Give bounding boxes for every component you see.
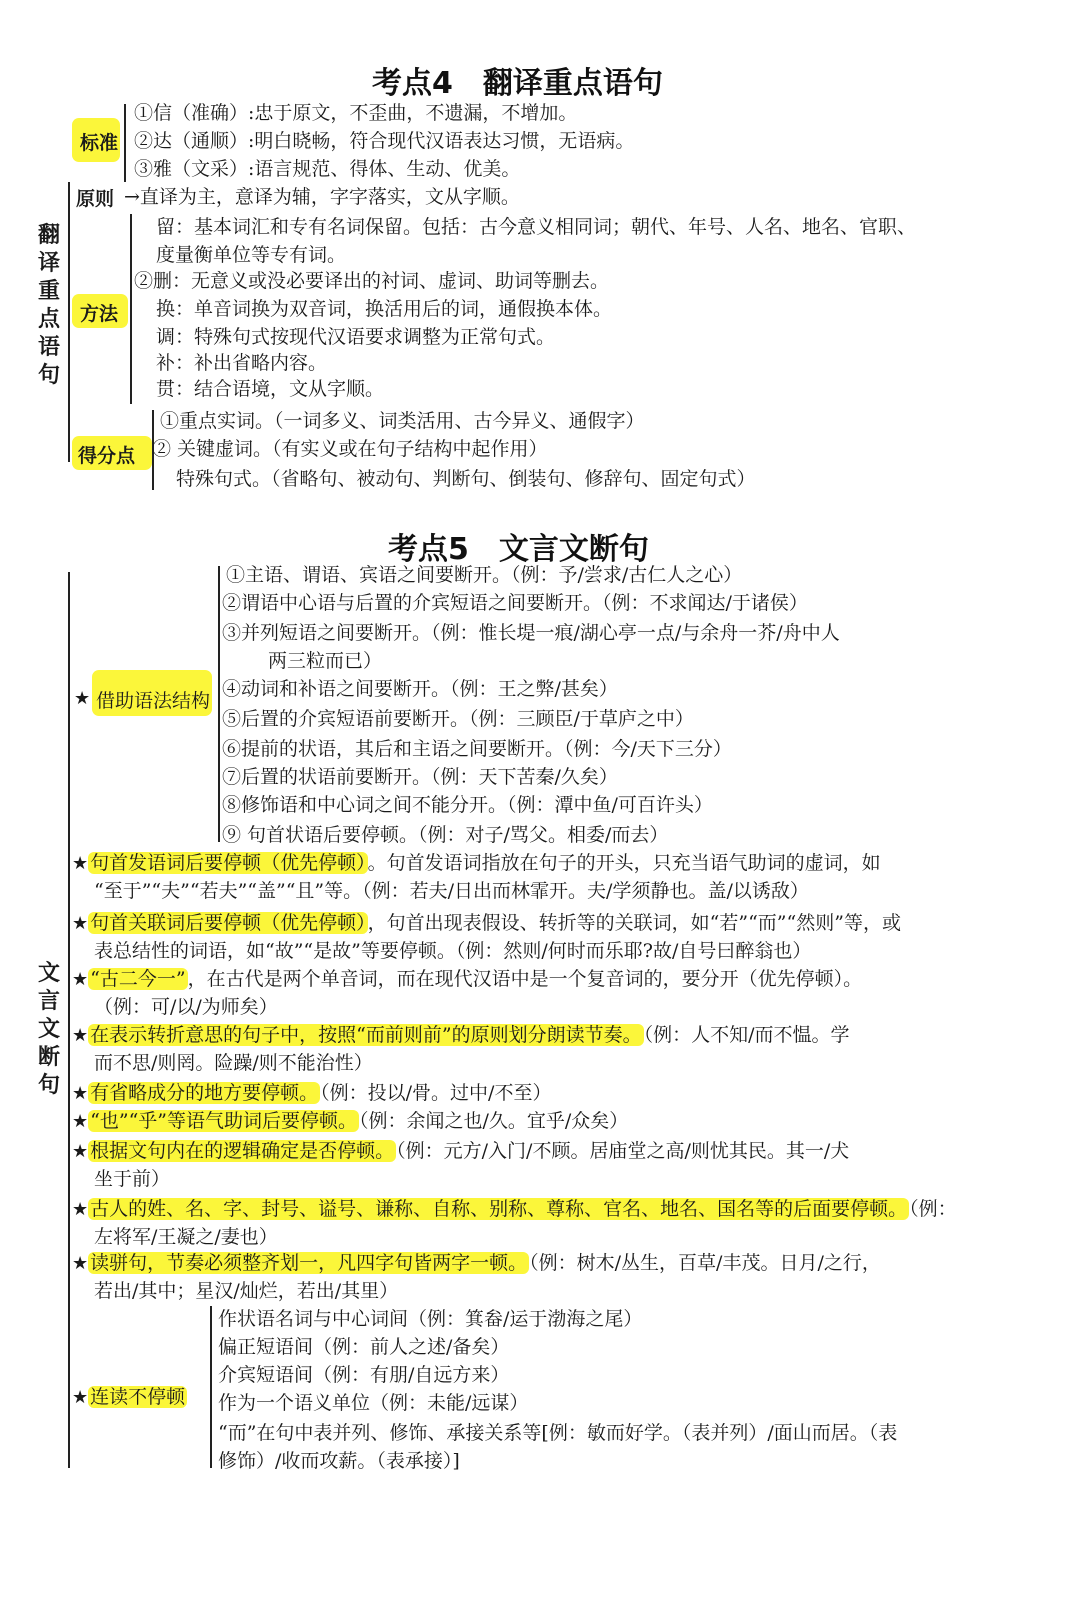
- star-icon: ★: [72, 913, 89, 934]
- rule-3-highlight: “古二今一”: [90, 968, 186, 990]
- method-line-3: ②删：无意义或没必要译出的衬词、虚词、助词等删去。: [134, 270, 610, 292]
- rule-8-line2: 左将军/王凝之/妻也）: [94, 1226, 278, 1248]
- rule-3-line2: （例：可/以/为师矣）: [94, 996, 278, 1018]
- rule-2-text: ，句首出现表假设、转折等的关联词，如“若”“而”“然则”等，或: [367, 912, 901, 934]
- standard-item-2: ②达（通顺）:明白晓畅，符合现代汉语表达习惯，无语病。: [134, 130, 635, 152]
- rule-7: [72, 1138, 849, 1165]
- rule-8-text: （例：: [909, 1198, 957, 1220]
- standard-item-3: ③雅（文采）:语言规范、得体、生动、优美。: [134, 158, 521, 180]
- rule-9-text: （例：树木/丛生，百草/丰茂。日月/之行，: [529, 1252, 881, 1274]
- section5-main-bracket: [68, 572, 70, 1468]
- rule-5-text: （例：投以/骨。过中/不至）: [320, 1082, 552, 1104]
- rule-4-line2: 而不思/则罔。险躁/则不能治性）: [94, 1052, 373, 1074]
- star-icon: ★: [72, 853, 89, 874]
- continuous-group: [72, 1384, 187, 1411]
- continuous-item-2: 偏正短语间（例：前人之述/备矣）: [218, 1336, 510, 1358]
- star-icon: ★: [74, 688, 91, 709]
- star-icon: ★: [72, 1025, 89, 1046]
- grammar-item-6: ⑥提前的状语，其后和主语之间要断开。（例：今/天下三分）: [222, 738, 732, 760]
- rule-4-text: （例：人不知/而不愠。学: [643, 1024, 850, 1046]
- continuous-item-4: 作为一个语义单位（例：未能/远谋）: [218, 1392, 529, 1414]
- rule-5-highlight: 有省略成分的地方要停顿。: [90, 1082, 319, 1104]
- rule-9-line2: 若出/其中；星汉/灿烂，若出/其里）: [94, 1280, 399, 1302]
- standard-label: 标准: [80, 132, 119, 154]
- principle-text: →直译为主，意译为辅，字字落实，文从字顺。: [124, 186, 520, 208]
- star-icon: ★: [72, 1387, 89, 1408]
- star-icon: ★: [72, 1141, 89, 1162]
- rule-7-text: （例：元方/入门/不顾。居庙堂之高/则忧其民。其一/犬: [396, 1140, 850, 1162]
- rule-6-text: （例：余闻之也/久。宜乎/众矣）: [359, 1110, 629, 1132]
- star-icon: ★: [72, 1111, 89, 1132]
- rule-1-text: 。句首发语词指放在句子的开头，只充当语气助词的虚词，如: [367, 852, 881, 874]
- rule-3: [72, 966, 862, 993]
- continuous-label: 连读不停顿: [90, 1386, 186, 1408]
- rule-1-line2: “至于”“夫”“若夫”“盖”“且”等。（例：若夫/日出而林霏开。夫/学须静也。盖/以诱敌）: [94, 880, 809, 902]
- grammar-item-7: ⑦后置的状语前要断开。（例：天下苦秦/久矣）: [222, 766, 618, 788]
- rule-6: [72, 1108, 628, 1135]
- rule-2-highlight: 句首关联词后要停顿（优先停顿）: [90, 912, 366, 934]
- continuous-item-5: “而”在句中表并列、修饰、承接关系等[例：敏而好学。（表并列）/面山而居。（表: [218, 1422, 898, 1444]
- rule-7-line2: 坐于前）: [94, 1168, 171, 1190]
- principle-label: 原则: [76, 188, 115, 210]
- score-line-1: ①重点实词。（一词多义、词类活用、古今异义、通假字）: [160, 410, 645, 432]
- continuous-item-3: 介宾短语间（例：有朋/自远方来）: [218, 1364, 510, 1386]
- grammar-item-9: ⑨ 句首状语后要停顿。（例：对子/骂父。相委/而去）: [222, 824, 669, 846]
- rule-4-highlight: 在表示转折意思的句子中，按照“而前则前”的原则划分朗读节奏。: [90, 1024, 642, 1046]
- method-line-2: 度量衡单位等专有词。: [156, 244, 347, 266]
- rule-1-highlight: 句首发语词后要停顿（优先停顿）: [90, 852, 366, 874]
- section4-title: 考点4 翻译重点语句: [372, 66, 663, 101]
- standard-bracket: [124, 104, 126, 182]
- section4-main-bracket: [68, 182, 70, 462]
- grammar-item-2: ②谓语中心语与后置的介宾短语之间要断开。（例：不求闻达/于诸侯）: [222, 592, 808, 614]
- method-line-1: 留：基本词汇和专有名词保留。包括：古今意义相同词；朝代、年号、人名、地名、官职、: [156, 216, 917, 238]
- score-label: 得分点: [78, 445, 136, 467]
- star-icon: ★: [72, 1253, 89, 1274]
- rule-8-highlight: 古人的姓、名、字、封号、谥号、谦称、自称、别称、尊称、官名、地名、国名等的后面要停顿。: [90, 1198, 908, 1220]
- rule-2: [72, 910, 901, 937]
- grammar-item-8: ⑧修饰语和中心词之间不能分开。（例：潭中鱼/可百许头）: [222, 794, 713, 816]
- section5-vertical-label: 文言文断句: [37, 961, 60, 1098]
- rule-3-text: ，在古代是两个单音词，而在现代汉语中是一个复音词的，要分开（优先停顿）。: [187, 968, 863, 990]
- star-icon: ★: [72, 1199, 89, 1220]
- grammar-bracket: [218, 566, 220, 842]
- section5-title: 考点5 文言文断句: [388, 532, 649, 567]
- method-line-4: 换：单音词换为双音词，换活用后的词，通假换本体。: [156, 298, 613, 320]
- continuous-item-5-cont: 修饰）/收而攻薪。（表承接）]: [218, 1450, 460, 1472]
- star-icon: ★: [72, 1083, 89, 1104]
- continuous-item-1: 作状语名词与中心词间（例：箕畚/运于渤海之尾）: [218, 1308, 643, 1330]
- grammar-item-3: ③并列短语之间要断开。（例：惟长堤一痕/湖心亭一点/与余舟一芥/舟中人: [222, 622, 840, 644]
- method-label: 方法: [80, 303, 119, 325]
- rule-8: [72, 1196, 957, 1223]
- method-bracket: [130, 214, 132, 404]
- grammar-item-5: ⑤后置的介宾短语前要断开。（例：三顾臣/于草庐之中）: [222, 708, 694, 730]
- grammar-item-3-cont: 两三粒而已）: [268, 650, 383, 672]
- continuous-bracket: [210, 1306, 212, 1468]
- score-line-3: 特殊句式。（省略句、被动句、判断句、倒装句、修辞句、固定句式）: [176, 468, 756, 490]
- grammar-label: 借助语法结构: [96, 690, 211, 712]
- star-icon: ★: [72, 969, 89, 990]
- rule-4: [72, 1022, 849, 1049]
- section4-vertical-label: 翻译重点语句: [37, 223, 60, 388]
- standard-item-1: ①信（准确）:忠于原文，不歪曲，不遗漏，不增加。: [134, 102, 578, 124]
- rule-2-line2: 表总结性的词语，如“故”“是故”等要停顿。（例：然则/何时而乐耶?故/自号曰醉翁也）: [94, 940, 812, 962]
- rule-1: [72, 850, 881, 877]
- grammar-item-4: ④动词和补语之间要断开。（例：王之弊/甚矣）: [222, 678, 618, 700]
- rule-9-highlight: 读骈句，节奏必须整齐划一，凡四字句皆两字一顿。: [90, 1252, 528, 1274]
- rule-5: [72, 1080, 551, 1107]
- method-line-6: 补：补出省略内容。: [156, 352, 328, 374]
- rule-9: [72, 1250, 881, 1277]
- rule-6-highlight: “也”“乎”等语气助词后要停顿。: [90, 1110, 357, 1132]
- method-line-7: 贯：结合语境，文从字顺。: [156, 378, 385, 400]
- method-line-5: 调：特殊句式按现代汉语要求调整为正常句式。: [156, 326, 556, 348]
- score-line-2: ② 关键虚词。（有实义或在句子结构中起作用）: [152, 438, 548, 460]
- rule-7-highlight: 根据文句内在的逻辑确定是否停顿。: [90, 1140, 395, 1162]
- grammar-item-1: ①主语、谓语、宾语之间要断开。（例：予/尝求/古仁人之心）: [226, 564, 743, 586]
